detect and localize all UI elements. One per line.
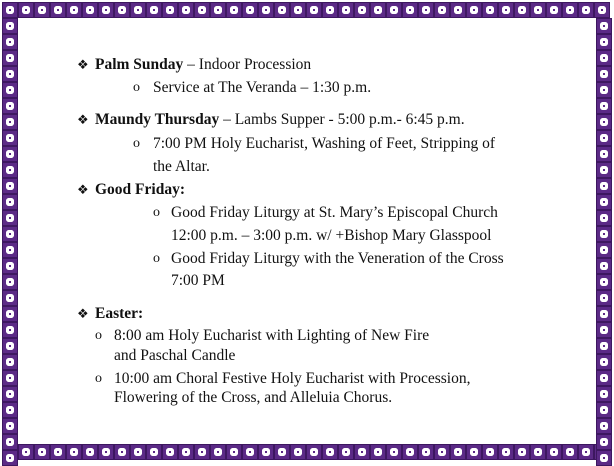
event-name: Easter:	[95, 305, 144, 322]
list-item-text: and Paschal Candle	[114, 347, 236, 364]
list-item-text: Good Friday Liturgy at St. Mary’s Episcopal Church	[171, 204, 498, 221]
event-name: Maundy Thursday	[95, 111, 220, 128]
circle-bullet-icon: o	[95, 371, 102, 386]
event-heading-good-friday	[95, 180, 185, 200]
event-name: Palm Sunday	[95, 56, 184, 73]
list-item-text: Service at The Veranda – 1:30 p.m.	[153, 79, 372, 96]
list-item-text: the Altar.	[153, 158, 210, 175]
circle-bullet-icon: o	[133, 136, 140, 151]
event-heading-easter	[95, 304, 143, 324]
diamond-bullet-icon: ❖	[77, 182, 89, 197]
circle-bullet-icon: o	[153, 205, 160, 220]
event-heading-maundy-thursday	[95, 110, 465, 130]
circle-bullet-icon: o	[95, 328, 102, 343]
diamond-bullet-icon: ❖	[77, 306, 89, 321]
list-item-text: 8:00 am Holy Eucharist with Lighting of New Fire	[114, 327, 430, 344]
list-item-text: Good Friday Liturgy with the Veneration of the Cross	[171, 250, 504, 267]
event-name: Good Friday:	[95, 181, 185, 198]
list-item-text: 10:00 am Choral Festive Holy Eucharist with Procession,	[114, 370, 471, 387]
list-item-text: 7:00 PM	[171, 272, 225, 289]
list-item-text: Flowering of the Cross, and Alleluia Chorus.	[114, 389, 393, 406]
diamond-bullet-icon: ❖	[77, 57, 89, 72]
event-detail: – Indoor Procession	[183, 56, 312, 73]
circle-bullet-icon: o	[133, 80, 140, 95]
event-heading-palm-sunday	[95, 55, 311, 75]
list-item-text: 7:00 PM Holy Eucharist, Washing of Feet, Stripping of	[153, 135, 496, 152]
event-detail: – Lambs Supper - 5:00 p.m.- 6:45 p.m.	[219, 111, 465, 128]
diamond-bullet-icon: ❖	[77, 112, 89, 127]
list-item-text: 12:00 p.m. – 3:00 p.m. w/ +Bishop Mary Glasspool	[171, 227, 492, 244]
circle-bullet-icon: o	[153, 251, 160, 266]
